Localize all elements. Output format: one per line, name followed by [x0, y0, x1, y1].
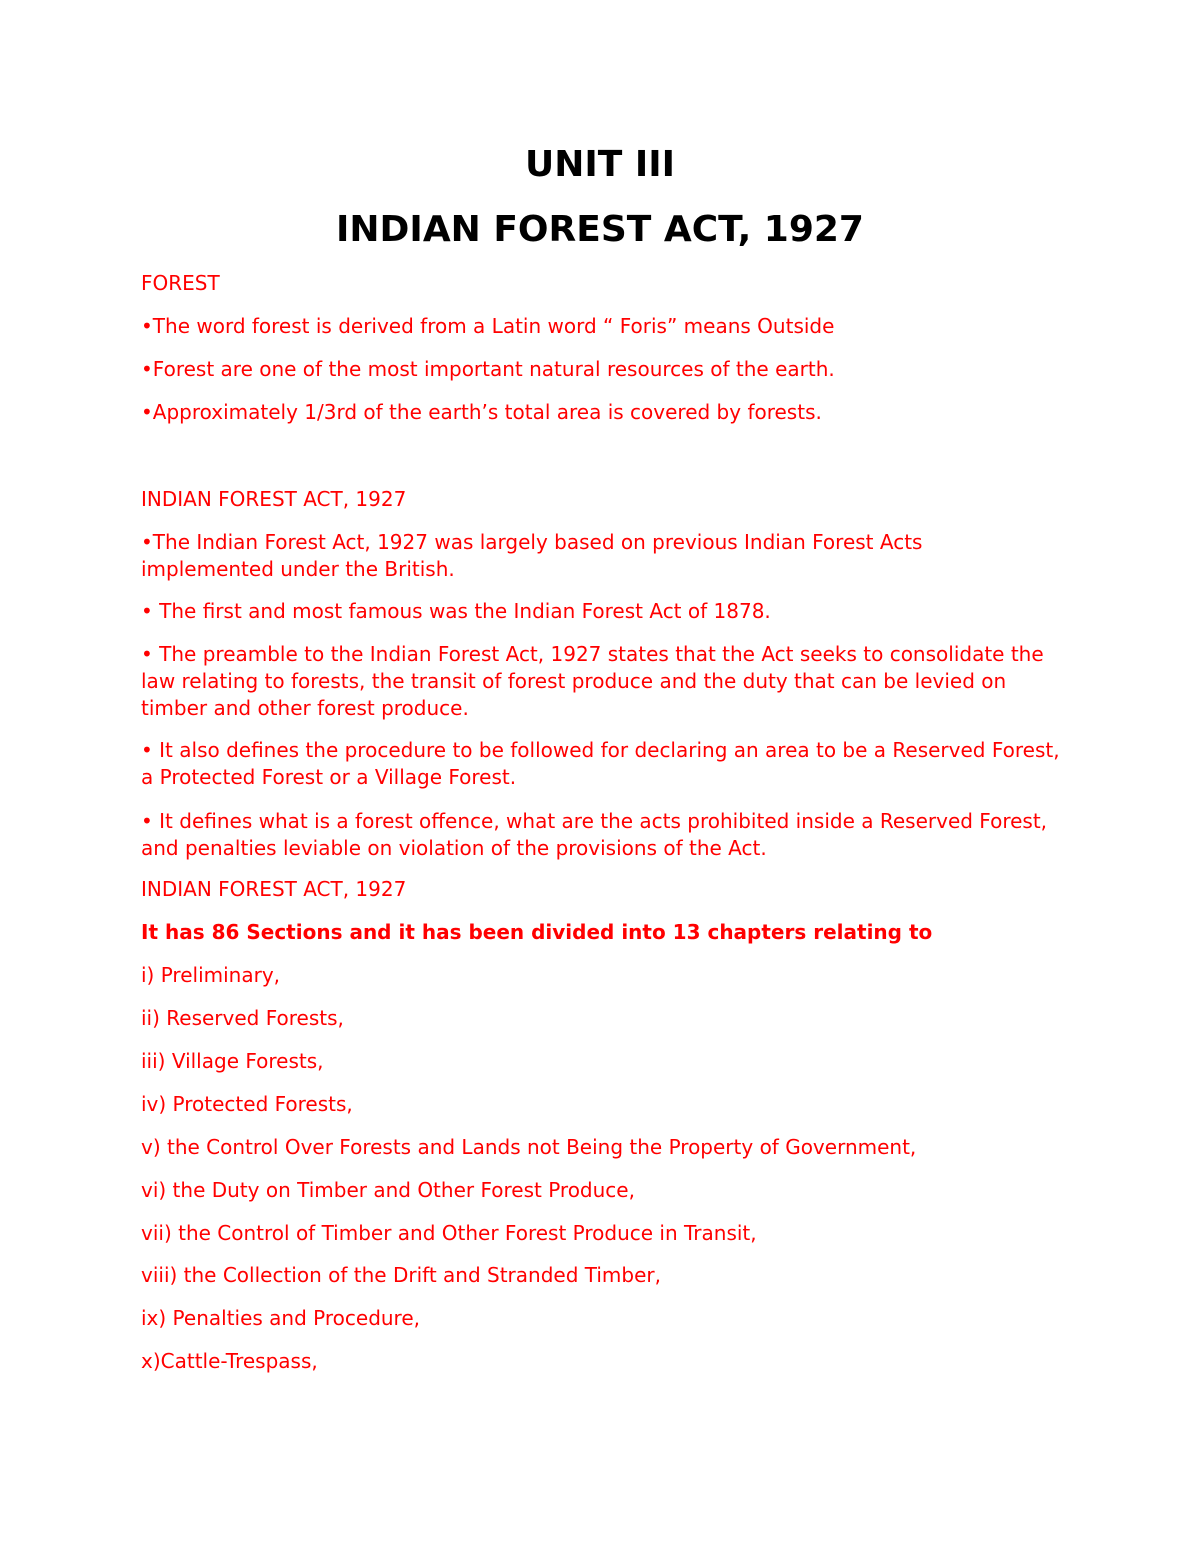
act-point-3: • The preamble to the Indian Forest Act, 1927 states that the Act seeks to consolidate the law relating to forests, the transit of forest produce and the duty that can be levied on timber and other forest produce.: [141, 642, 1044, 720]
act-point-4: • It also defines the procedure to be followed for declaring an area to be a Reserved Forest, a Protected Forest or a Village Forest.: [141, 738, 1060, 789]
forest-heading: FOREST: [141, 271, 220, 295]
forest-point-2: •Forest are one of the most important natural resources of the earth.: [141, 357, 835, 381]
chapter-item: vi) the Duty on Timber and Other Forest Produce,: [141, 1178, 635, 1202]
chapter-item: x)Cattle-Trespass,: [141, 1349, 318, 1373]
chapter-item: iii) Village Forests,: [141, 1049, 324, 1073]
chapter-item: viii) the Collection of the Drift and Stranded Timber,: [141, 1263, 661, 1287]
forest-point-1: •The word forest is derived from a Latin word “ Foris” means Outside: [141, 314, 835, 338]
act-point-5: • It defines what is a forest offence, what are the acts prohibited inside a Reserved Forest, and penalties leviable on violation of the provisions of the Act.: [141, 809, 1048, 860]
act-heading-2: INDIAN FOREST ACT, 1927: [141, 877, 407, 901]
chapter-item: ii) Reserved Forests,: [141, 1006, 344, 1030]
chapter-item: i) Preliminary,: [141, 963, 281, 987]
document-title: UNIT III: [524, 144, 676, 185]
act-point-1: •The Indian Forest Act, 1927 was largely based on previous Indian Forest Acts implemented under the British.: [141, 530, 923, 581]
act-point-2: • The first and most famous was the Indian Forest Act of 1878.: [141, 599, 771, 623]
forest-point-3: •Approximately 1/3rd of the earth’s total area is covered by forests.: [141, 400, 822, 424]
document-subtitle: INDIAN FOREST ACT, 1927: [336, 209, 864, 250]
chapter-item: iv) Protected Forests,: [141, 1092, 353, 1116]
chapter-item: ix) Penalties and Procedure,: [141, 1306, 421, 1330]
act-heading: INDIAN FOREST ACT, 1927: [141, 487, 407, 511]
sections-statement: It has 86 Sections and it has been divided into 13 chapters relating to: [141, 920, 933, 944]
chapter-item: vii) the Control of Timber and Other Forest Produce in Transit,: [141, 1221, 757, 1245]
chapter-item: v) the Control Over Forests and Lands not Being the Property of Government,: [141, 1135, 917, 1159]
